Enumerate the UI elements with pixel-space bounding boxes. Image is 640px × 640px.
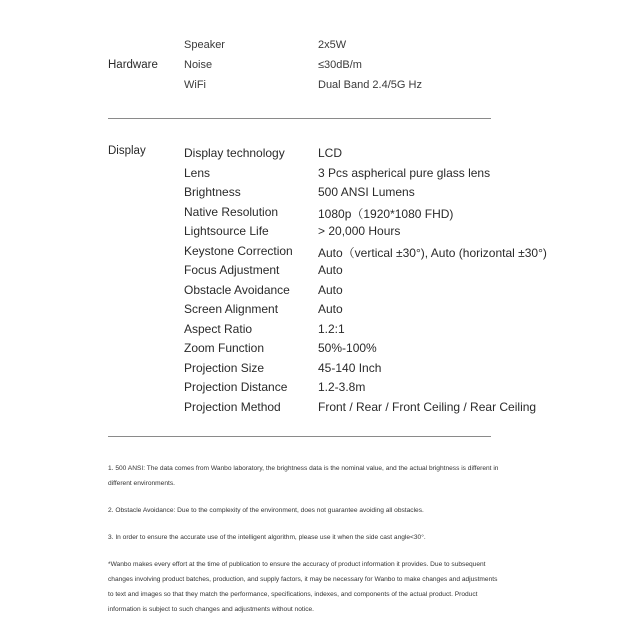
spec-value: 50%-100% — [318, 341, 377, 355]
spec-value: Front / Rear / Front Ceiling / Rear Ceiling — [318, 400, 537, 414]
spec-row-display-technology — [0, 146, 640, 166]
spec-key: Screen Alignment — [184, 302, 279, 316]
spec-value: Dual Band 2.4/5G Hz — [318, 79, 422, 91]
spec-row-projection-distance — [0, 380, 640, 400]
spec-key: Projection Size — [184, 361, 265, 375]
spec-key: Focus Adjustment — [184, 263, 280, 277]
spec-row-screen-alignment — [0, 302, 640, 322]
spec-key: Projection Method — [184, 400, 281, 414]
spec-value: 45-140 Inch — [318, 361, 382, 375]
spec-row-aspect-ratio — [0, 322, 640, 342]
spec-row-speaker — [0, 39, 640, 59]
spec-key: WiFi — [184, 79, 206, 91]
hardware-section-label: Hardware — [108, 59, 158, 71]
spec-value: > 20,000 Hours — [318, 224, 401, 238]
spec-value: 500 ANSI Lumens — [318, 185, 415, 199]
display-section-label: Display — [108, 145, 146, 157]
spec-row-lens — [0, 166, 640, 186]
spec-key: Aspect Ratio — [184, 322, 253, 336]
spec-key: Obstacle Avoidance — [184, 283, 290, 297]
spec-key: Keystone Correction — [184, 244, 293, 258]
spec-row-projection-size — [0, 361, 640, 381]
spec-key: Lens — [184, 166, 211, 180]
footnote-disclaimer: *Wanbo makes every effort at the time of publication to ensure the accuracy of product information it provides. Due to subsequent changes involving product batches, production, and supply factors, it may be necessary for Wanbo to make changes and adjustments to text and images so that they match the performance, specifications, indexes, and components of the actual product. Product information is subject to such changes and adjustments without notice. — [108, 561, 498, 613]
spec-key: Native Resolution — [184, 205, 279, 219]
spec-value: Auto — [318, 302, 343, 316]
spec-value: Auto — [318, 263, 343, 277]
spec-row-brightness — [0, 185, 640, 205]
spec-key: Projection Distance — [184, 380, 288, 394]
spec-key: Noise — [184, 59, 213, 71]
spec-row-focus-adjustment — [0, 263, 640, 283]
spec-value: 1.2-3.8m — [318, 380, 366, 394]
spec-value: 1080p（1920*1080 FHD) — [318, 207, 454, 221]
section-divider — [108, 436, 491, 437]
footnote-brightness: 1. 500 ANSI: The data comes from Wanbo laboratory, the brightness data is the nominal value, and the actual brightness is different in different environments. — [108, 465, 499, 487]
spec-value: Auto — [318, 283, 343, 297]
spec-value: 3 Pcs aspherical pure glass lens — [318, 166, 491, 180]
spec-key: Zoom Function — [184, 341, 265, 355]
spec-row-wifi — [0, 79, 640, 99]
spec-key: Speaker — [184, 39, 225, 51]
spec-key: Brightness — [184, 185, 241, 199]
spec-row-projection-method — [0, 400, 640, 420]
spec-value: ≤30dB/m — [318, 59, 362, 71]
section-divider — [108, 118, 491, 119]
footnote-side-cast-angle: 3. In order to ensure the accurate use of the intelligent algorithm, please use it when the side cast angle<30°. — [108, 534, 426, 541]
spec-row-obstacle-avoidance — [0, 283, 640, 303]
spec-value: Auto（vertical ±30°), Auto (horizontal ±30°) — [318, 246, 547, 260]
spec-row-keystone-correction — [0, 244, 640, 264]
spec-value: 1.2:1 — [318, 322, 345, 336]
footnote-obstacle-avoidance: 2. Obstacle Avoidance: Due to the complexity of the environment, does not guarantee avoiding all obstacles. — [108, 507, 424, 514]
spec-row-native-resolution — [0, 205, 640, 225]
spec-key: Display technology — [184, 146, 285, 160]
spec-row-lightsource-life — [0, 224, 640, 244]
spec-value: 2x5W — [318, 39, 347, 51]
spec-key: Lightsource Life — [184, 224, 269, 238]
spec-row-noise — [0, 59, 640, 79]
spec-row-zoom-function — [0, 341, 640, 361]
spec-value: LCD — [318, 146, 343, 160]
